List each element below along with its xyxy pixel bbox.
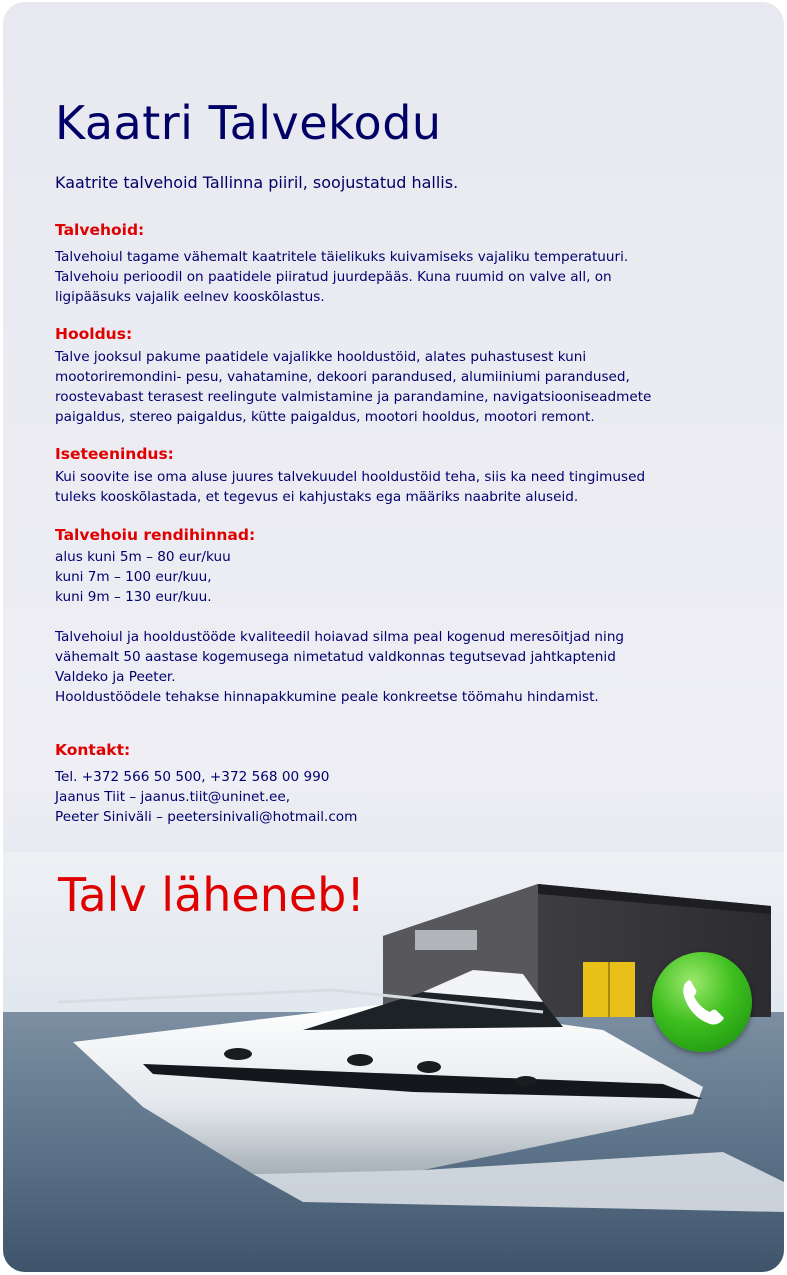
- iseteenindus-text: [55, 467, 645, 507]
- contact-jaanus[interactable]: Jaanus Tiit – jaanus.tiit@uninet.ee,: [55, 789, 291, 805]
- page-card: [3, 2, 784, 1272]
- talvehoid-text: [55, 247, 628, 307]
- text-line: Valdeko ja Peeter.: [55, 669, 176, 685]
- heading-rendihinnad: Talvehoiu rendihinnad:: [55, 526, 256, 544]
- contact-phone[interactable]: Tel. +372 566 50 500, +372 568 00 990: [55, 769, 330, 785]
- text-line: vähemalt 50 aastase kogemusega nimetatud valdkonnas tegutsevad jahtkaptenid: [55, 649, 616, 665]
- text-line: Talvehoiul tagame vähemalt kaatritele täielikuks kuivamiseks vajaliku temperatuuri.: [55, 249, 629, 265]
- text-line: Talvehoiul ja hooldustööde kvaliteedil hoiavad silma peal kogenud meresõitjad ning: [55, 629, 625, 645]
- contact-text: [55, 767, 357, 827]
- phone-call-button[interactable]: [652, 952, 752, 1052]
- hooldus-text: [55, 347, 651, 427]
- contact-peeter[interactable]: Peeter Siniväli – peetersinivali@hotmail.com: [55, 809, 358, 825]
- text-line: Hooldustöödele tehakse hinnapakkumine peale konkreetse töömahu hindamist.: [55, 689, 599, 705]
- text-line: Talvehoiu perioodil on paatidele piiratud juurdepääs. Kuna ruumid on valve all, on: [55, 269, 612, 285]
- heading-talvehoid: Talvehoid:: [55, 221, 145, 239]
- text-line: Kui soovite ise oma aluse juures talvekuudel hooldustöid teha, siis ka need tingimused: [55, 469, 646, 485]
- text-line: roostevabast terasest reelingute valmistamine ja parandamine, navigatsiooniseadmete: [55, 389, 652, 405]
- heading-kontakt: Kontakt:: [55, 741, 131, 759]
- text-line: mootoriremondini- pesu, vahatamine, dekoori parandused, alumiiniumi parandused,: [55, 369, 630, 385]
- text-line: ligipääsuks vajalik eelnev kooskõlastus.: [55, 289, 325, 305]
- rendihinnad-text: [55, 547, 231, 607]
- text-line: paigaldus, stereo paigaldus, kütte paigaldus, mootori hooldus, mootori remont.: [55, 409, 595, 425]
- page-title: Kaatri Talvekodu: [55, 96, 442, 150]
- price-line: kuni 7m – 100 eur/kuu,: [55, 569, 212, 585]
- heading-hooldus: Hooldus:: [55, 325, 133, 343]
- banner-text: Talv läheneb!: [58, 868, 365, 922]
- text-line: Talve jooksul pakume paatidele vajalikke hooldustöid, alates puhastusest kuni: [55, 349, 587, 365]
- phone-call-icon: [672, 972, 732, 1032]
- quality-text: [55, 627, 624, 707]
- text-line: tuleks kooskõlastada, et tegevus ei kahjustaks ega määriks naabrite aluseid.: [55, 489, 579, 505]
- page-subtitle: Kaatrite talvehoid Tallinna piiril, soojustatud hallis.: [55, 173, 459, 192]
- price-line: kuni 9m – 130 eur/kuu.: [55, 589, 212, 605]
- heading-iseteenindus: Iseteenindus:: [55, 445, 174, 463]
- price-line: alus kuni 5m – 80 eur/kuu: [55, 549, 231, 565]
